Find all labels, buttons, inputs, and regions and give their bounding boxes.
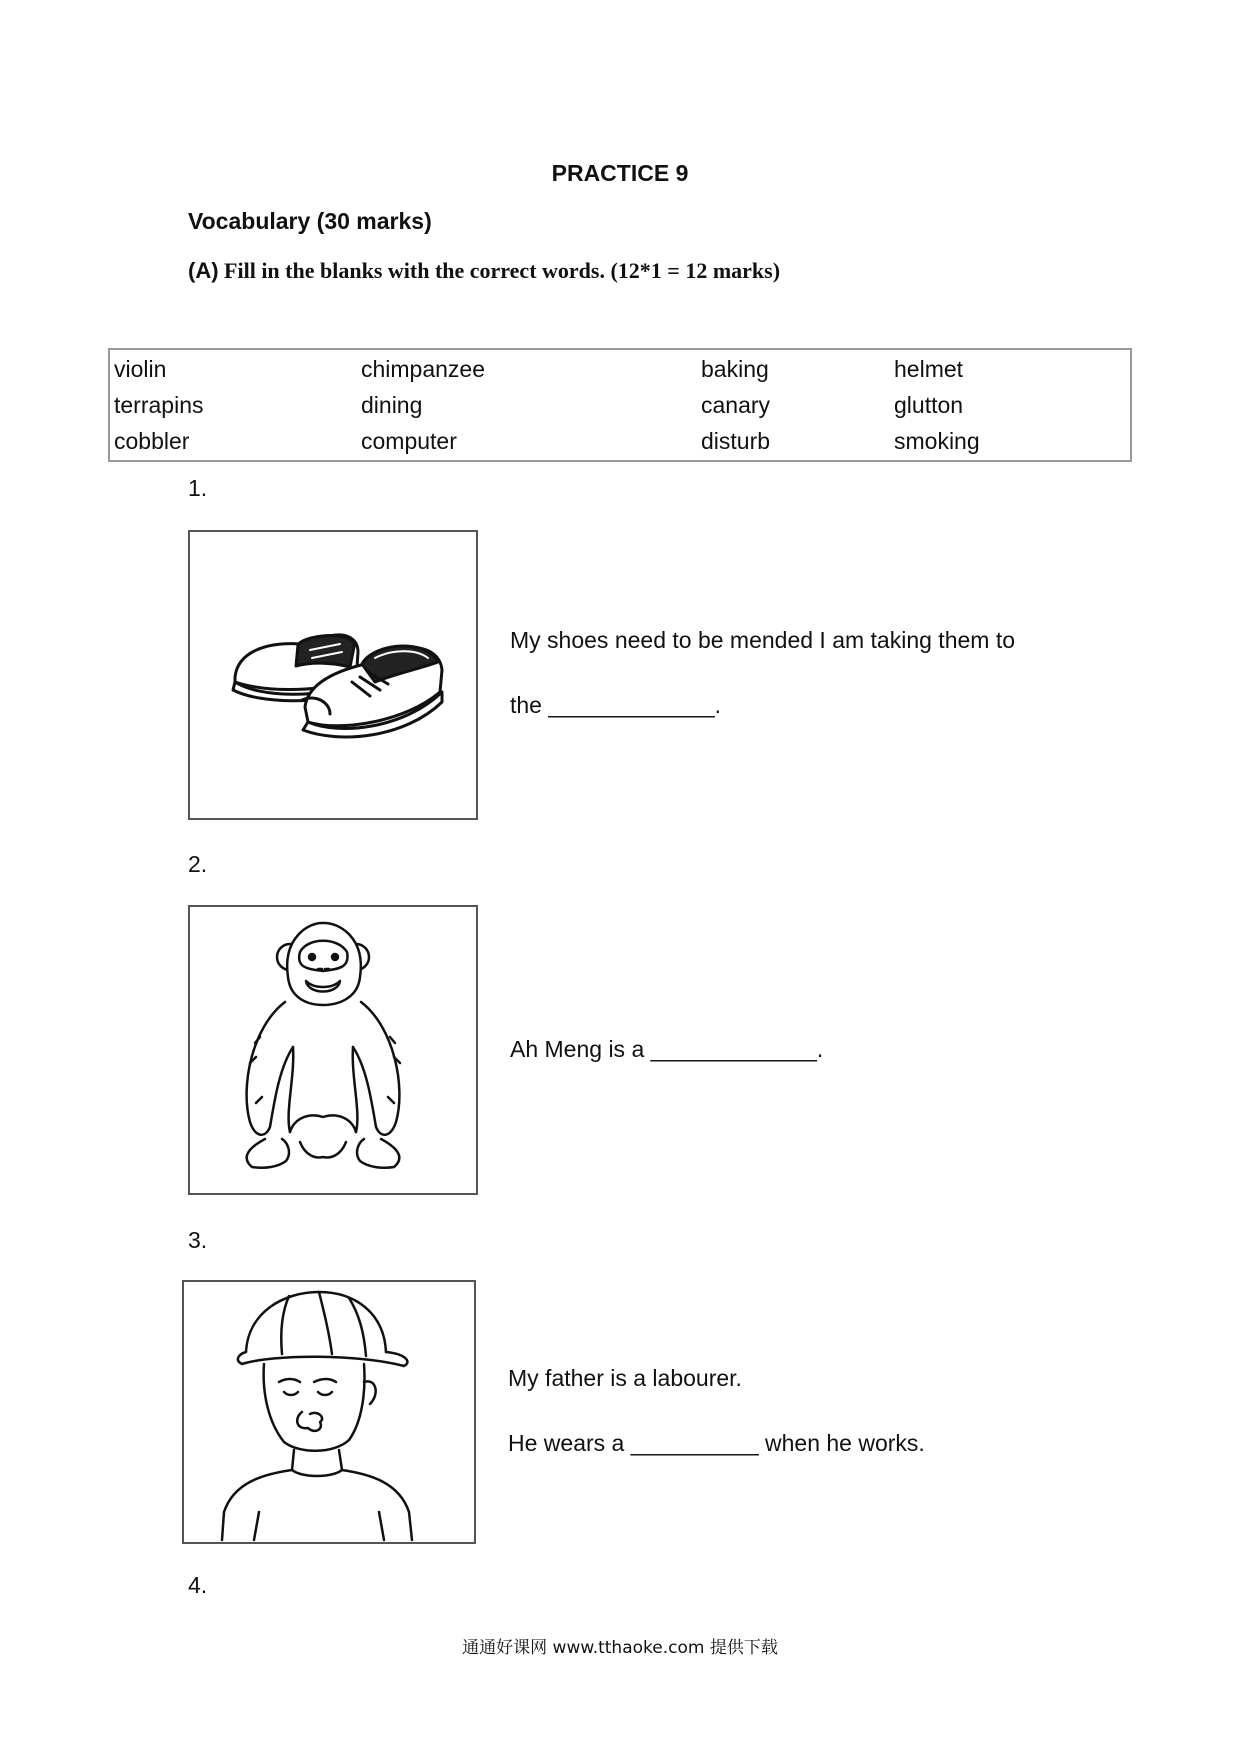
question-number: 4. [188, 1572, 208, 1598]
word-bank-word: chimpanzee [361, 356, 486, 382]
word-bank-word: terrapins [114, 392, 204, 418]
instruction-label: (A) [188, 258, 219, 283]
question-number: 3. [188, 1227, 208, 1253]
word-bank-word: disturb [701, 428, 771, 454]
section-heading: Vocabulary (30 marks) [188, 208, 432, 234]
word-bank-word: canary [701, 392, 771, 418]
question-sentence: the _____________. [510, 692, 722, 718]
instruction [188, 258, 780, 284]
word-bank-word: violin [114, 356, 167, 382]
question-number: 2. [188, 851, 208, 877]
word-bank-word: baking [701, 356, 769, 382]
chimpanzee-icon [190, 907, 476, 1193]
word-bank-word: cobbler [114, 428, 190, 454]
word-bank-word: computer [361, 428, 457, 454]
page-footer: 通通好课网 www.tthaoke.com 提供下载 [462, 1638, 778, 1658]
instruction-text: Fill in the blanks with the correct words. (12*1 = 12 marks) [218, 258, 781, 283]
helmet-icon [184, 1282, 474, 1542]
question-number: 1. [188, 475, 208, 501]
question-sentence: My father is a labourer. [508, 1365, 742, 1391]
word-bank-word: glutton [894, 392, 964, 418]
question-sentence: He wears a __________ when he works. [508, 1430, 925, 1456]
word-bank-word: dining [361, 392, 423, 418]
shoes-picture [188, 530, 478, 820]
man-in-helmet-picture [182, 1280, 476, 1544]
chimpanzee-picture [188, 905, 478, 1195]
word-bank-word: smoking [894, 428, 980, 454]
question-sentence: My shoes need to be mended I am taking them to [510, 627, 1016, 653]
question-sentence: Ah Meng is a _____________. [510, 1036, 824, 1062]
word-bank-word: helmet [894, 356, 964, 382]
word-bank [108, 348, 1132, 462]
page-title: PRACTICE 9 [551, 160, 689, 186]
shoes-icon [190, 532, 476, 818]
